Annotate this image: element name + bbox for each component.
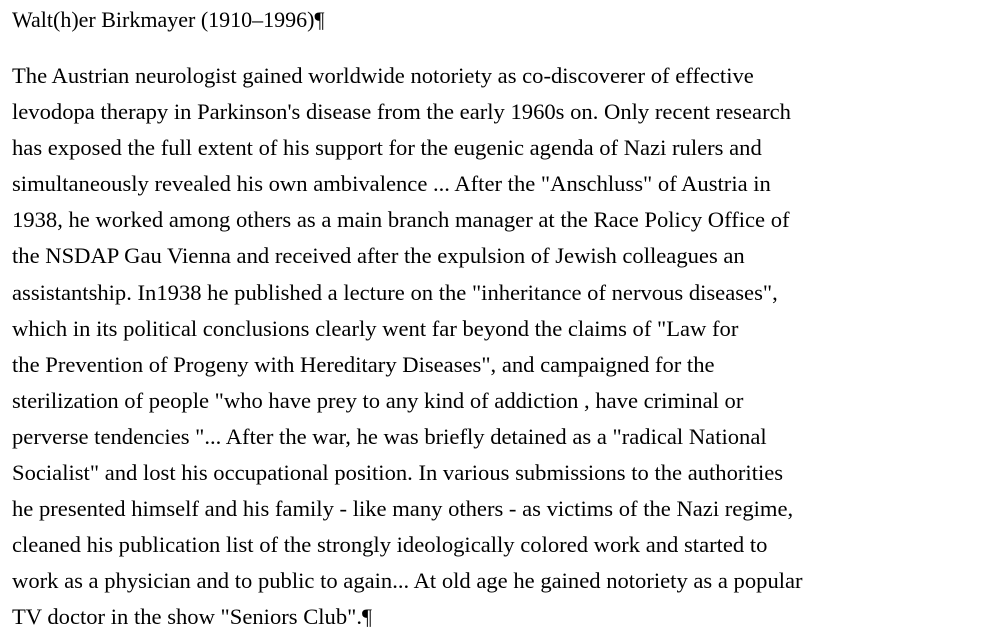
- paragraph-line: 1938, he worked among others as a main branch manager at the Race Policy Office of: [12, 207, 790, 233]
- paragraph-mark-icon: ¶: [362, 604, 372, 630]
- body-paragraph: [12, 58, 977, 636]
- paragraph-line: sterilization of people "who have prey to any kind of addiction , have criminal or: [12, 387, 744, 413]
- paragraph-line: which in its political conclusions clearly went far beyond the claims of "Law for: [12, 315, 739, 341]
- paragraph-line: assistantship. In1938 he published a lecture on the "inheritance of nervous diseases",: [12, 279, 778, 305]
- document-title-line: [12, 6, 977, 34]
- paragraph-mark-icon: ¶: [314, 7, 325, 32]
- paragraph-line: simultaneously revealed his own ambivalence ... After the "Anschluss" of Austria in: [12, 171, 771, 197]
- document-title: Walt(h)er Birkmayer (1910–1996): [12, 7, 315, 32]
- paragraph-line: work as a physician and to public to again... At old age he gained notoriety as a popular: [12, 568, 803, 594]
- paragraph-line: the Prevention of Progeny with Hereditary Diseases", and campaigned for the: [12, 351, 715, 377]
- document-page: [12, 6, 977, 636]
- paragraph-line: he presented himself and his family - like many others - as victims of the Nazi regime,: [12, 496, 794, 522]
- paragraph-line: the NSDAP Gau Vienna and received after the expulsion of Jewish colleagues an: [12, 243, 745, 269]
- paragraph-line: cleaned his publication list of the strongly ideologically colored work and started to: [12, 532, 768, 558]
- paragraph-line: levodopa therapy in Parkinson's disease from the early 1960s on. Only recent research: [12, 99, 791, 125]
- paragraph-line: Socialist" and lost his occupational position. In various submissions to the authorities: [12, 460, 784, 486]
- paragraph-line: perverse tendencies "... After the war, he was briefly detained as a "radical National: [12, 423, 767, 449]
- paragraph-line: has exposed the full extent of his support for the eugenic agenda of Nazi rulers and: [12, 135, 762, 161]
- paragraph-line: The Austrian neurologist gained worldwide notoriety as co-discoverer of effective: [12, 63, 754, 88]
- paragraph-last-line: [12, 599, 977, 635]
- paragraph-line-text: TV doctor in the show "Seniors Club".: [12, 604, 363, 630]
